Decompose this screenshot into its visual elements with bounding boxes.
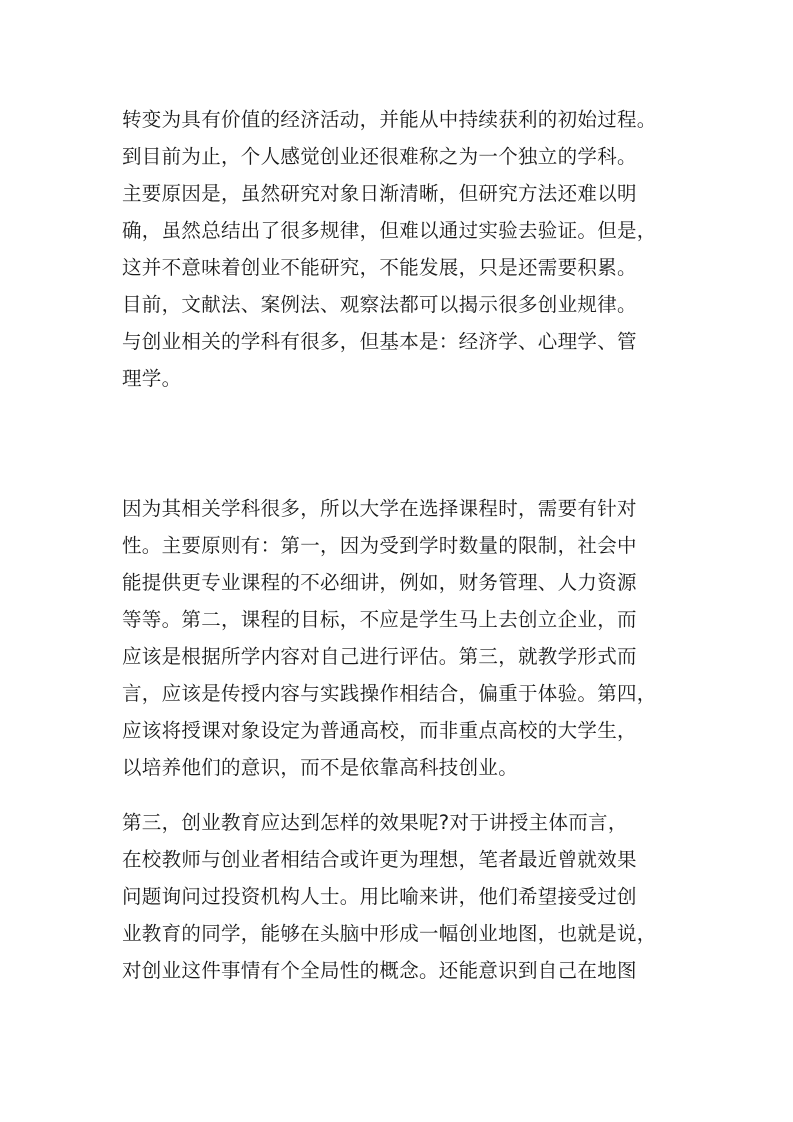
text-line: 性。主要原则有：第一，因为受到学时数量的限制，社会中 <box>122 534 637 557</box>
text-line: 应该是根据所学内容对自己进行评估。第三，就教学形式而 <box>122 645 637 668</box>
text-line: 第三，创业教育应达到怎样的效果呢?对于讲授主体而言， <box>122 811 628 834</box>
text-line: 对创业这件事情有个全局性的概念。还能意识到自己在地图 <box>122 959 637 982</box>
paragraph-1 <box>122 101 682 397</box>
paragraph-3 <box>122 804 682 989</box>
text-line: 在校教师与创业者相结合或许更为理想，笔者最近曾就效果 <box>122 848 637 871</box>
text-line: 确，虽然总结出了很多规律，但难以通过实验去验证。但是， <box>122 219 657 242</box>
text-line: 以培养他们的意识，而不是依靠高科技创业。 <box>122 756 519 779</box>
text-line: 这并不意味着创业不能研究，不能发展，只是还需要积累。 <box>122 256 637 279</box>
text-line: 等等。第二，课程的目标，不应是学生马上去创立企业，而 <box>122 608 637 631</box>
text-line: 能提供更专业课程的不必细讲，例如，财务管理、人力资源 <box>122 571 637 594</box>
text-line: 主要原因是，虽然研究对象日渐清晰，但研究方法还难以明 <box>122 182 637 205</box>
text-line: 言，应该是传授内容与实践操作相结合，偏重于体验。第四， <box>122 682 657 705</box>
text-line: 业教育的同学，能够在头脑中形成一幅创业地图，也就是说， <box>122 922 657 945</box>
text-line: 到目前为止，个人感觉创业还很难称之为一个独立的学科。 <box>122 145 637 168</box>
text-line: 与创业相关的学科有很多，但基本是：经济学、心理学、管 <box>122 330 637 353</box>
paragraph-2 <box>122 490 682 786</box>
text-line: 因为其相关学科很多，所以大学在选择课程时，需要有针对 <box>122 497 637 520</box>
text-line: 问题询问过投资机构人士。用比喻来讲，他们希望接受过创 <box>122 885 637 908</box>
text-line: 理学。 <box>122 367 182 390</box>
text-line: 转变为具有价值的经济活动，并能从中持续获利的初始过程。 <box>122 108 657 131</box>
text-line: 目前，文献法、案例法、观察法都可以揭示很多创业规律。 <box>122 293 637 316</box>
text-line: 应该将授课对象设定为普通高校，而非重点高校的大学生， <box>122 719 637 742</box>
